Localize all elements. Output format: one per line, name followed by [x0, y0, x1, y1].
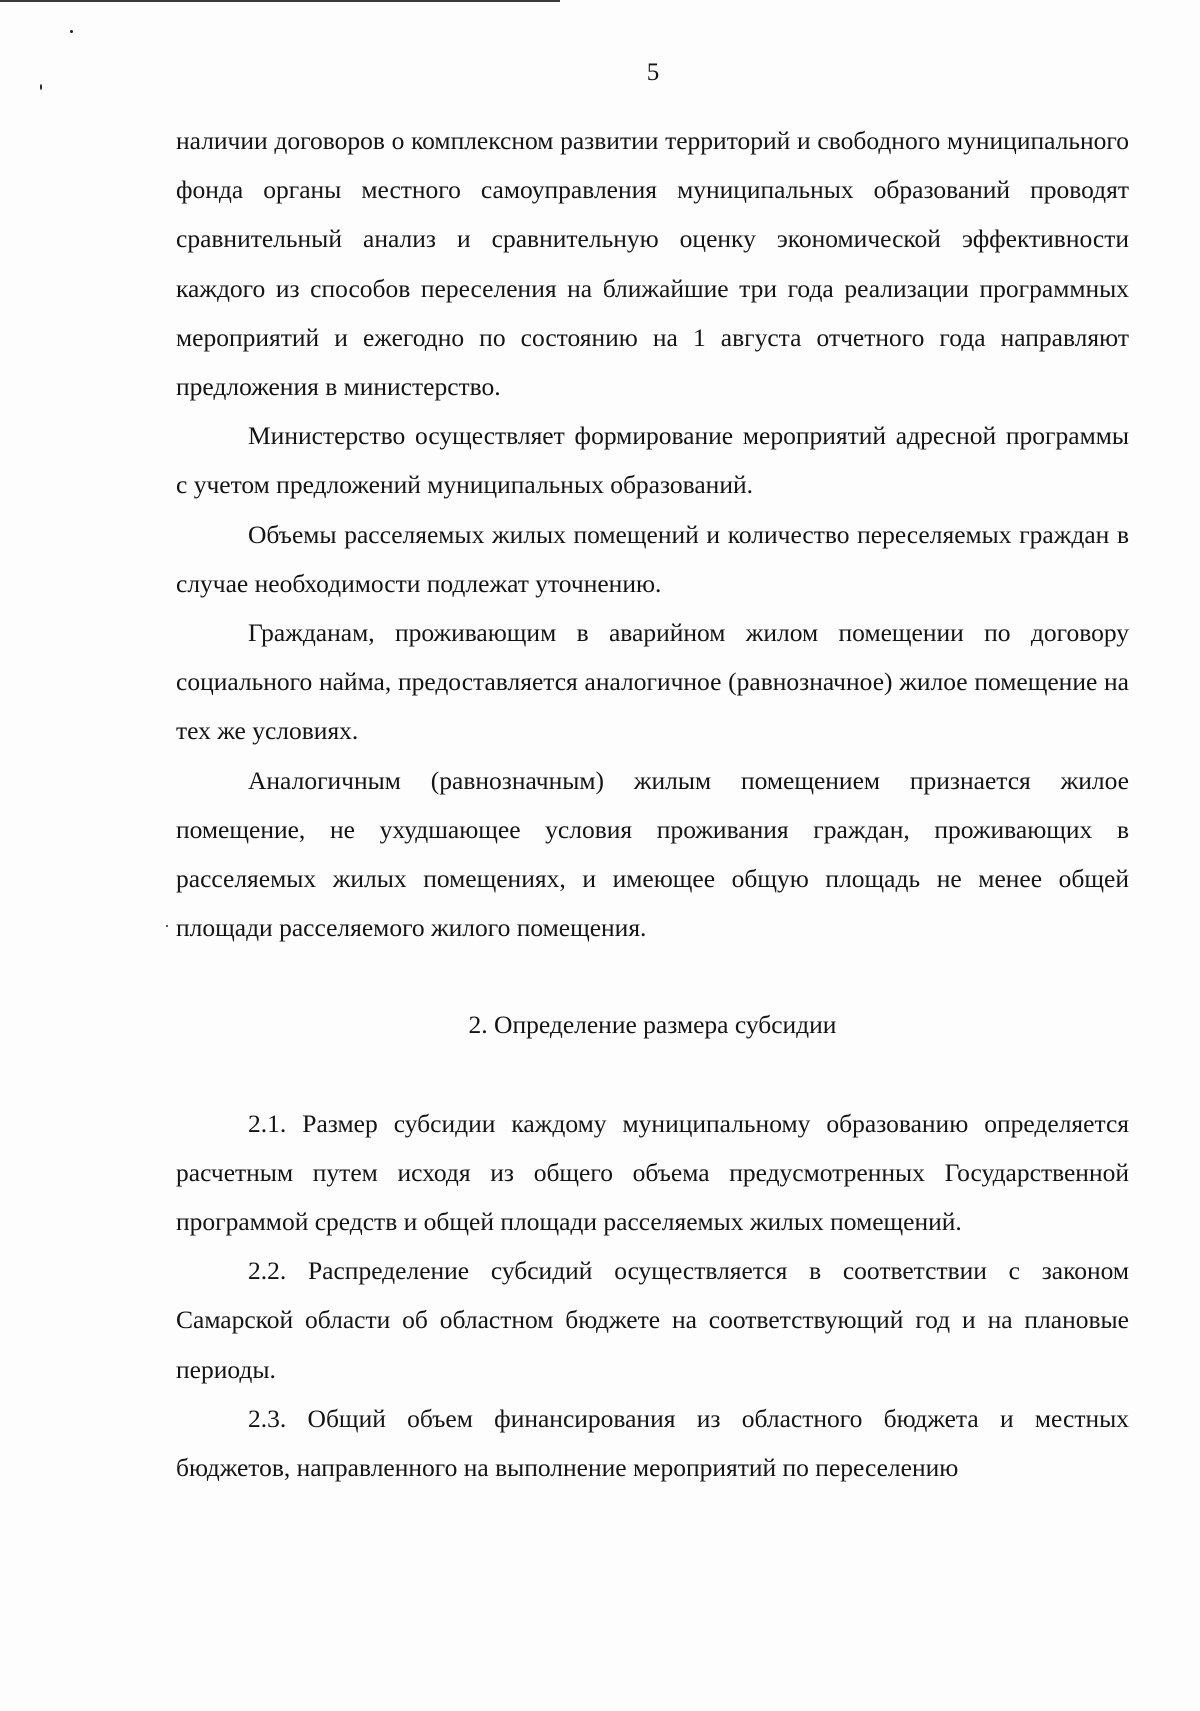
scan-top-edge-line: [0, 0, 560, 2]
page-number: 5: [646, 59, 660, 86]
paragraph: Объемы расселяемых жилых помещений и количество переселяемых граждан в случае необходимости подлежат уточнению.: [176, 519, 1129, 598]
scan-speck: [70, 30, 73, 33]
paragraph: Гражданам, проживающим в аварийном жилом помещении по договору социального найма, предоставляется аналогичное (равнозначное) жилое помещение на тех же условиях.: [176, 618, 1129, 746]
paragraph: 2.2. Распределение субсидий осуществляется в соответствии с законом Самарской области об областном бюджете на соответствующий год и на плановые периоды.: [176, 1256, 1129, 1384]
paragraph: Министерство осуществляет формирование мероприятий адресной программы с учетом предложений муниципальных образований.: [176, 421, 1129, 500]
paragraph: 2.3. Общий объем финансирования из областного бюджета и местных бюджетов, направленного на выполнение мероприятий по переселению: [176, 1403, 1129, 1483]
paragraph: 2.1. Размер субсидии каждому муниципальному образованию определяется расчетным путем исходя из общего объема предусмотренных Государственной программой средств и общей площади расселяемых жилых помещений.: [176, 1108, 1129, 1237]
paragraph: наличии договоров о комплексном развитии территорий и свободного муниципального фонда органы местного самоуправления муниципальных образований проводят сравнительный анализ и сравнительную оценку экономической эффективности каждого из способов переселения на ближайшие три года реализации программных мероприятий и ежегодно по состоянию на 1 августа отчетного года направляют предложения в министерство.: [176, 126, 1129, 402]
scan-speck: [166, 925, 168, 927]
document-body: [176, 116, 1129, 1492]
paragraph: Аналогичным (равнозначным) жилым помещением признается жилое помещение, не ухудшающее условия проживания граждан, проживающих в расселяемых жилых помещениях, и имеющее общую площадь не менее общей площади расселяемого жилого помещения.: [176, 765, 1129, 943]
section-heading: 2. Определение размера субсидии: [468, 1010, 837, 1040]
